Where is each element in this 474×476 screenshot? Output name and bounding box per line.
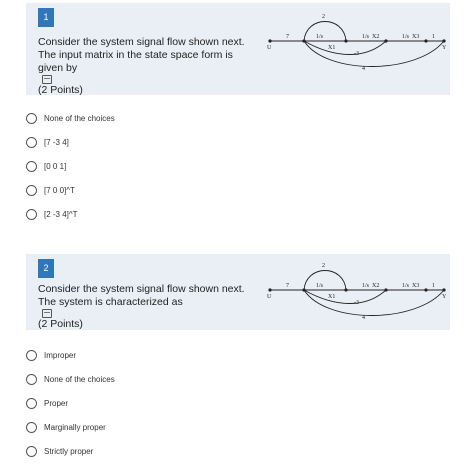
top-loop-path	[304, 22, 346, 42]
question-line-wrap	[38, 62, 258, 84]
bottom-path	[304, 41, 444, 67]
integrator-label: 1/s	[316, 283, 324, 289]
gain-top-label: 2	[322, 263, 325, 269]
integrator-label: 1/s	[362, 283, 370, 289]
option-label: None of the choices	[44, 374, 115, 384]
gain-bottom-label: 4	[362, 66, 365, 72]
gain-input-label: 7	[286, 34, 289, 40]
input-label: U	[267, 294, 272, 300]
image-icon[interactable]	[42, 75, 52, 84]
gain-feedback-label: -3	[354, 51, 359, 57]
option-label: Strictly proper	[44, 446, 94, 456]
option-label: None of the choices	[44, 113, 115, 123]
question-line: Consider the system signal flow shown next.	[38, 36, 245, 48]
signal-flow-diagram	[266, 9, 450, 79]
input-label: U	[267, 45, 272, 51]
option[interactable]	[26, 154, 115, 178]
question-points: (2 Points)	[38, 318, 83, 330]
option-label: Improper	[44, 350, 77, 360]
question-number-badge: 1	[38, 8, 54, 27]
option[interactable]	[26, 439, 115, 463]
top-loop-path	[304, 271, 346, 291]
option[interactable]	[26, 178, 115, 202]
question-text	[38, 36, 258, 97]
state-x3-label: X3	[412, 283, 420, 289]
option[interactable]	[26, 130, 115, 154]
option[interactable]	[26, 202, 115, 226]
gain-output-label: 1	[432, 283, 435, 289]
option-label: Proper	[44, 398, 69, 408]
output-label: Y	[442, 294, 447, 300]
option[interactable]	[26, 391, 115, 415]
integrator-label: 1/s	[402, 34, 410, 40]
question-line-wrap	[38, 296, 258, 318]
gain-output-label: 1	[432, 34, 435, 40]
integrator-label: 1/s	[362, 34, 370, 40]
question-card-1	[26, 3, 450, 95]
question-number-badge: 2	[38, 259, 54, 278]
radio-button[interactable]	[26, 374, 37, 385]
state-x1-label: X1	[328, 45, 336, 51]
options-list-2	[26, 343, 115, 463]
gain-bottom-label: 4	[362, 315, 365, 321]
image-icon[interactable]	[42, 309, 52, 318]
option-label: [0 0 1]	[44, 161, 67, 171]
state-x3-label: X3	[412, 34, 420, 40]
bottom-path	[304, 290, 444, 316]
option-label: [7 -3 4]	[44, 137, 69, 147]
radio-button[interactable]	[26, 398, 37, 409]
gain-top-label: 2	[322, 14, 325, 20]
question-card-2	[26, 254, 450, 330]
question-line: Consider the system signal flow shown next.	[38, 283, 245, 295]
option-label: [7 0 0]^T	[44, 185, 75, 195]
radio-button[interactable]	[26, 113, 37, 124]
option-label: [2 -3 4]^T	[44, 209, 78, 219]
signal-flow-diagram	[266, 258, 450, 328]
gain-input-label: 7	[286, 283, 289, 289]
radio-button[interactable]	[26, 209, 37, 220]
radio-button[interactable]	[26, 137, 37, 148]
question-points: (2 Points)	[38, 84, 83, 96]
option[interactable]	[26, 367, 115, 391]
option[interactable]	[26, 106, 115, 130]
state-x2-label: X2	[372, 34, 380, 40]
radio-button[interactable]	[26, 422, 37, 433]
option[interactable]	[26, 415, 115, 439]
options-list-1	[26, 106, 115, 226]
radio-button[interactable]	[26, 350, 37, 361]
radio-button[interactable]	[26, 161, 37, 172]
question-text	[38, 283, 258, 331]
state-x2-label: X2	[372, 283, 380, 289]
question-line: The system is characterized as	[38, 296, 183, 308]
integrator-label: 1/s	[402, 283, 410, 289]
gain-feedback-label: -3	[354, 300, 359, 306]
radio-button[interactable]	[26, 185, 37, 196]
integrator-label: 1/s	[316, 34, 324, 40]
question-line: The input matrix in the state space form is	[38, 49, 233, 61]
option[interactable]	[26, 343, 115, 367]
output-label: Y	[442, 45, 447, 51]
state-x1-label: X1	[328, 294, 336, 300]
question-line: given by	[38, 62, 78, 74]
radio-button[interactable]	[26, 446, 37, 457]
option-label: Marginally proper	[44, 422, 106, 432]
